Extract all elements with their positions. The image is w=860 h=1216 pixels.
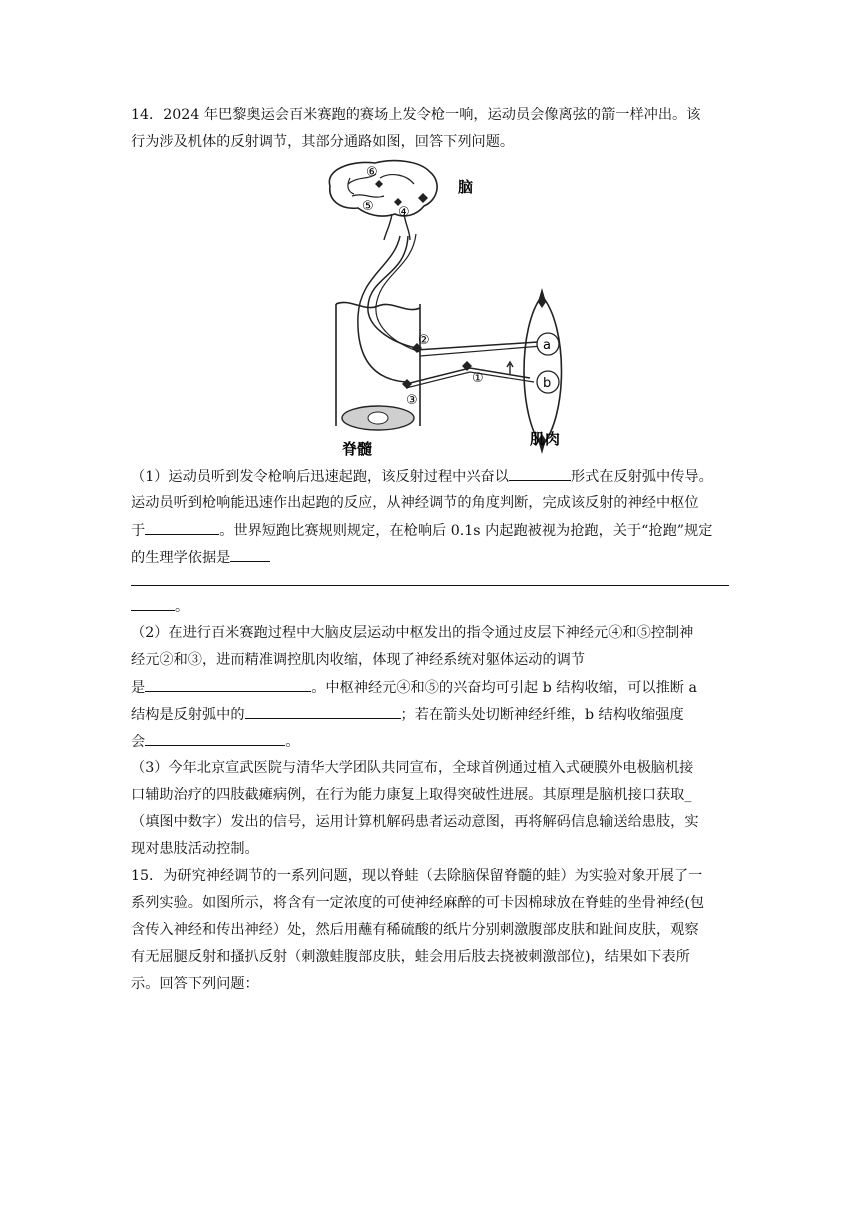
label-neuron-3: ③: [406, 393, 418, 408]
q15-line4: 有无屈腿反射和搔扒反射（刺激蛙腹部皮肤，蛙会用后肢去挠被刺激部位)，结果如下表所: [131, 949, 690, 965]
q14-p3-line3: （填图中数字）发出的信号，运用计算机解码患者运动意图，再将解码信息输送给患肢，实: [131, 814, 699, 830]
label-neuron-4: ④: [398, 205, 410, 220]
q14-stem-line1: 14．2024 年巴黎奥运会百米赛跑的赛场上发令枪一响，运动员会像离弦的箭一样冲出。该: [131, 107, 701, 123]
q14-p1-line4: 的生理学依据是: [131, 547, 270, 568]
label-spinal-cord: 脊髓: [342, 440, 373, 456]
q15-line1: 15．为研究神经调节的一系列问题，现以脊蛙（去除脑保留脊髓的蛙）为实验对象开展了一: [131, 868, 703, 884]
q14-stem-line2: 行为涉及机体的反射调节，其部分通路如图，回答下列问题。: [131, 134, 515, 150]
answer-line-1-3[interactable]: [131, 585, 729, 586]
label-neuron-1: ①: [472, 371, 484, 386]
label-neuron-6: ⑥: [366, 165, 378, 180]
label-brain: 脑: [458, 178, 474, 196]
label-b: b: [543, 376, 552, 391]
reflex-pathway-figure: [320, 156, 580, 456]
q14-p2-line1: （2）在进行百米赛跑过程中大脑皮层运动中枢发出的指令通过皮层下神经元④和⑤控制神: [131, 625, 694, 641]
q14-p1-line5: 。: [131, 596, 189, 617]
answer-blank-2-1[interactable]: [145, 677, 311, 692]
q14-p3-line1: （3）今年北京宣武医院与清华大学团队共同宣布，全球首例通过植入式硬膜外电极脑机接: [131, 760, 694, 776]
q14-p1-line3: 于 。世界短跑比赛规则规定，在枪响后 0.1s 内起跑被视为抢跑，关于“抢跑”规定: [131, 520, 712, 541]
label-a: a: [543, 338, 551, 353]
q14-p1-line1: （1）运动员听到发令枪响后迅速起跑，该反射过程中兴奋以 形式在反射弧中传导。: [131, 466, 713, 487]
label-neuron-5: ⑤: [362, 199, 374, 214]
label-neuron-2: ②: [418, 333, 430, 348]
answer-blank-1-3-cont[interactable]: [131, 596, 175, 611]
q15-line3: 含传入神经和传出神经）处，然后用蘸有稀硫酸的纸片分别刺激腹部皮肤和趾间皮肤，观察: [131, 922, 699, 938]
q14-p2-line2: 经元②和③，进而精准调控肌肉收缩，体现了神经系统对躯体运动的调节: [131, 652, 586, 668]
answer-blank-2-3[interactable]: [145, 731, 285, 746]
q14-p2-line5: 会 。: [131, 731, 299, 752]
answer-blank-1-1[interactable]: [509, 466, 571, 481]
q14-p2-line4: 结构是反射弧中的 ；若在箭头处切断神经纤维，b 结构收缩强度: [131, 704, 684, 725]
arrow-up-icon: [507, 362, 513, 374]
label-muscle: 肌肉: [530, 430, 561, 448]
q14-p3-line2: 口辅助治疗的四肢截瘫病例，在行为能力康复上取得突破性进展。其原理是脑机接口获取_: [131, 787, 692, 803]
q15-line2: 系列实验。如图所示，将含有一定浓度的可使神经麻醉的可卡因棉球放在脊蛙的坐骨神经(包: [131, 895, 705, 911]
q14-p1-line2: 运动员听到枪响能迅速作出起跑的反应，从神经调节的角度判断，完成该反射的神经中枢位: [131, 495, 699, 511]
muscle-outline: [524, 296, 562, 446]
answer-blank-2-2[interactable]: [245, 704, 401, 719]
brain-outline: [329, 161, 437, 216]
q15-line5: 示。回答下列问题：: [131, 976, 259, 992]
answer-blank-1-3[interactable]: [230, 547, 270, 562]
answer-blank-1-2[interactable]: [145, 520, 219, 535]
q14-p3-line4: 现对患肢活动控制。: [131, 841, 259, 857]
q14-p2-line3: 是 。中枢神经元④和⑤的兴奋均可引起 b 结构收缩，可以推断 a: [131, 677, 697, 698]
